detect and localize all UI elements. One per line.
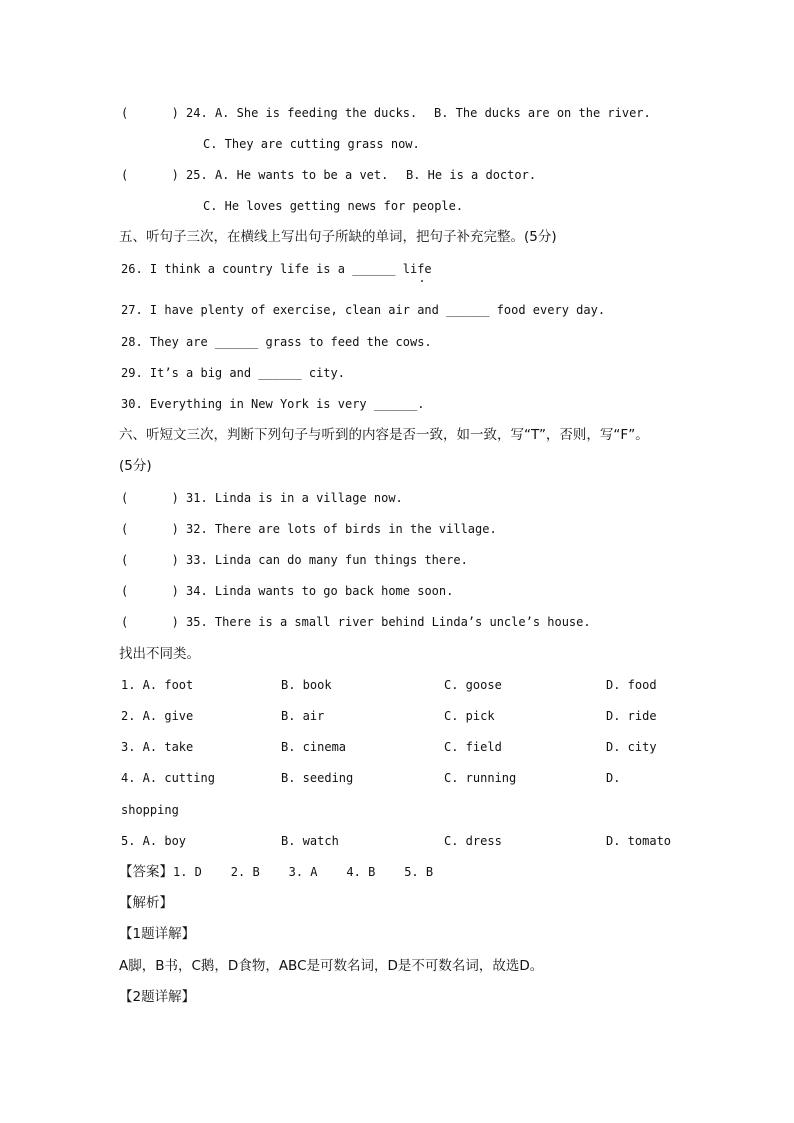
answer-paren: ( ) bbox=[121, 584, 179, 598]
answer-paren: ( ) bbox=[121, 522, 179, 536]
answer-paren: ( ) bbox=[121, 615, 179, 629]
question-text: 31. Linda is in a village now. bbox=[186, 491, 403, 505]
row-1-option-a: 1. A. foot bbox=[121, 678, 194, 692]
question-26: 26. I think a country life is a ______ life bbox=[121, 262, 432, 276]
row-5-option-c: C. dress bbox=[444, 834, 502, 848]
question-number: 25. bbox=[186, 168, 208, 182]
row-4-option-d: D. bbox=[606, 771, 621, 785]
stray-mark bbox=[421, 280, 423, 282]
row-5-option-b: B. watch bbox=[281, 834, 339, 848]
row-2-option-c: C. pick bbox=[444, 709, 495, 723]
q2-detail-label: 【2题详解】 bbox=[119, 989, 196, 1005]
row-2-option-a: 2. A. give bbox=[121, 709, 194, 723]
question-34 bbox=[121, 583, 453, 599]
question-text: 35. There is a small river behind Linda’s uncle’s house. bbox=[186, 615, 591, 629]
question-25-option-b: B. He is a doctor. bbox=[406, 168, 537, 182]
row-3-option-c: C. field bbox=[444, 740, 502, 754]
answer-paren: ( ) bbox=[121, 106, 179, 120]
section-6-title-cont: (5分) bbox=[119, 458, 152, 474]
question-31 bbox=[121, 490, 403, 506]
question-24-option-b: B. The ducks are on the river. bbox=[434, 106, 651, 120]
row-3-option-a: 3. A. take bbox=[121, 740, 194, 754]
row-2-option-b: B. air bbox=[281, 709, 325, 723]
question-text: 32. There are lots of birds in the village. bbox=[186, 522, 497, 536]
option-a: A. He wants to be a vet. bbox=[214, 168, 389, 182]
question-29: 29. It’s a big and ______ city. bbox=[121, 366, 345, 380]
question-number: 24. bbox=[186, 106, 208, 120]
row-4-option-c: C. running bbox=[444, 771, 517, 785]
question-24 bbox=[121, 105, 417, 121]
answer-paren: ( ) bbox=[121, 491, 179, 505]
q1-detail-label: 【1题详解】 bbox=[119, 926, 196, 942]
answer-line bbox=[119, 864, 433, 880]
odd-one-out-title: 找出不同类。 bbox=[119, 646, 200, 662]
answer-text: 1. D 2. B 3. A 4. B 5. B bbox=[173, 865, 434, 879]
question-text: 33. Linda can do many fun things there. bbox=[186, 553, 468, 567]
section-6-title: 六、听短文三次，判断下列句子与听到的内容是否一致，如一致，写“T”，否则，写“F”。 bbox=[119, 427, 649, 443]
question-33 bbox=[121, 552, 468, 568]
row-4-option-b: B. seeding bbox=[281, 771, 354, 785]
row-5-option-d: D. tomato bbox=[606, 834, 672, 848]
answer-label: 【答案】 bbox=[119, 864, 173, 880]
row-1-option-d: D. food bbox=[606, 678, 657, 692]
row-3-option-d: D. city bbox=[606, 740, 657, 754]
row-2-option-d: D. ride bbox=[606, 709, 657, 723]
row-5-option-a: 5. A. boy bbox=[121, 834, 187, 848]
question-text: 34. Linda wants to go back home soon. bbox=[186, 584, 454, 598]
question-35 bbox=[121, 614, 591, 630]
row-4-option-d-wrap: shopping bbox=[121, 803, 179, 817]
row-1-option-c: C. goose bbox=[444, 678, 502, 692]
question-30: 30. Everything in New York is very ______. bbox=[121, 397, 425, 411]
row-3-option-b: B. cinema bbox=[281, 740, 347, 754]
question-32 bbox=[121, 521, 497, 537]
section-5-title: 五、听句子三次，在横线上写出句子所缺的单词，把句子补充完整。(5分) bbox=[119, 229, 557, 245]
row-1-option-b: B. book bbox=[281, 678, 332, 692]
answer-paren: ( ) bbox=[121, 168, 179, 182]
question-24-option-c: C. They are cutting grass now. bbox=[203, 137, 420, 151]
row-4-option-a: 4. A. cutting bbox=[121, 771, 215, 785]
question-27: 27. I have plenty of exercise, clean air and ______ food every day. bbox=[121, 303, 606, 317]
option-a: A. She is feeding the ducks. bbox=[214, 106, 418, 120]
analysis-label: 【解析】 bbox=[119, 895, 173, 911]
q1-detail-text: A脚，B书，C鹅，D食物，ABC是可数名词，D是不可数名词，故选D。 bbox=[119, 958, 544, 974]
question-25-option-c: C. He loves getting news for people. bbox=[203, 199, 464, 213]
question-28: 28. They are ______ grass to feed the cows. bbox=[121, 335, 432, 349]
answer-paren: ( ) bbox=[121, 553, 179, 567]
question-25 bbox=[121, 167, 388, 183]
